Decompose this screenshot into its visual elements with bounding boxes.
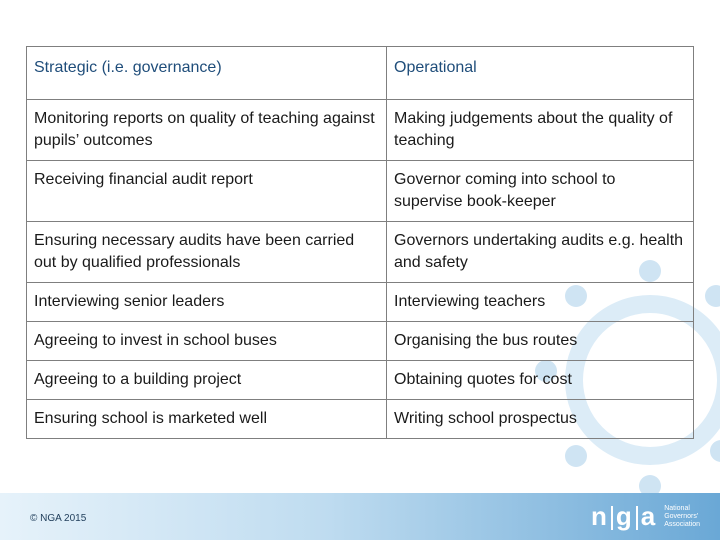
strategic-cell: Receiving financial audit report (27, 161, 387, 222)
table-row (27, 222, 694, 283)
strategic-cell: Interviewing senior leaders (27, 283, 387, 322)
header-operational: Operational (387, 47, 694, 100)
copyright-text: © NGA 2015 (30, 513, 87, 524)
strategic-cell: Ensuring school is marketed well (27, 400, 387, 439)
table-header-row (27, 47, 694, 100)
nga-logo-text (664, 505, 700, 529)
logo-line-governors: Governors' (664, 512, 699, 520)
operational-cell: Obtaining quotes for cost (387, 361, 694, 400)
header-strategic: Strategic (i.e. governance) (27, 47, 387, 100)
logo-line-national: National (664, 504, 690, 512)
table-row (27, 400, 694, 439)
nga-logo (591, 501, 700, 532)
operational-cell: Organising the bus routes (387, 322, 694, 361)
strategic-cell: Monitoring reports on quality of teaching against pupils’ outcomes (27, 100, 387, 161)
footer-bar (0, 493, 720, 540)
operational-cell: Governor coming into school to supervise book-keeper (387, 161, 694, 222)
operational-cell: Making judgements about the quality of teaching (387, 100, 694, 161)
table-row (27, 100, 694, 161)
table-row (27, 161, 694, 222)
operational-cell: Governors undertaking audits e.g. health and safety (387, 222, 694, 283)
table-row (27, 322, 694, 361)
logo-line-association: Association (664, 520, 700, 528)
strategic-cell: Agreeing to a building project (27, 361, 387, 400)
person-dot (705, 285, 720, 307)
strategic-cell: Ensuring necessary audits have been carried out by qualified professionals (27, 222, 387, 283)
strategic-cell: Agreeing to invest in school buses (27, 322, 387, 361)
table-row (27, 361, 694, 400)
person-dot (710, 440, 720, 462)
person-dot (565, 445, 587, 467)
logo-letter-n: n (590, 501, 608, 531)
nga-logo-mark (591, 501, 656, 532)
logo-letter-g: g (615, 501, 633, 531)
operational-cell: Writing school prospectus (387, 400, 694, 439)
logo-letter-a: a (640, 501, 657, 531)
comparison-table (26, 46, 694, 439)
operational-cell: Interviewing teachers (387, 283, 694, 322)
table-row (27, 283, 694, 322)
